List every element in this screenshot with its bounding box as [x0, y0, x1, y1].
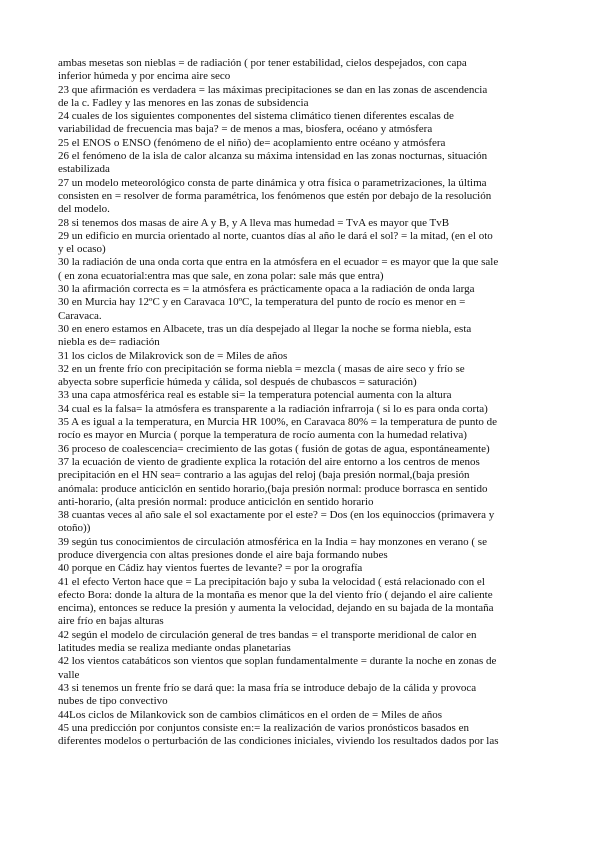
text-line: 42 los vientos catabáticos son vientos que soplan fundamentalmente = durante la noche en zonas de: [58, 655, 497, 668]
text-line: 25 el ENOS o ENSO (fenómeno de el niño) de= acoplamiento entre océano y atmósfera: [58, 136, 446, 149]
text-line: variabilidad de frecuencia mas baja? = de menos a mas, biosfera, océano y atmósfera: [58, 123, 433, 136]
text-line: 43 si tenemos un frente frío se dará que: la masa fría se introduce debajo de la cálida y provoca: [58, 681, 477, 694]
text-line: 30 la afirmación correcta es = la atmósfera es prácticamente opaca a la radiación de onda larga: [58, 283, 475, 296]
text-line: de la c. Fadley y las menores en las zonas de subsidencia: [58, 96, 309, 109]
text-line: inferior húmeda y por encima aire seco: [58, 70, 231, 83]
text-line: otoño)): [58, 522, 91, 535]
text-line: consisten en = resolver de forma paramétrica, los fenómenos que estén por debajo de la resolución: [58, 189, 492, 202]
text-line: 35 A es igual a la temperatura, en Murcia HR 100%, en Caravaca 80% = la temperatura de punto de: [58, 416, 498, 429]
text-line: 32 en un frente frío con precipitación se forma niebla = mezcla ( masas de aire seco y frío se: [58, 362, 465, 375]
document-page: [58, 57, 544, 748]
text-line: 37 la ecuación de viento de gradiente explica la rotación del aire entorno a los centros de menos: [58, 455, 480, 468]
text-line: 40 porque en Cádiz hay vientos fuertes de levante? = por la orografía: [58, 562, 363, 575]
text-line: 23 que afirmación es verdadera = las máximas precipitaciones se dan en las zonas de ascendencia: [58, 83, 488, 96]
text-line: 34 cual es la falsa= la atmósfera es transparente a la radiación infrarroja ( si lo es para onda corta): [58, 402, 488, 415]
text-line: 26 el fenómeno de la isla de calor alcanza su máxima intensidad en las zonas nocturnas, situación: [58, 150, 488, 163]
text-line: 27 un modelo meteorológico consta de parte dinámica y otra física o parametrizaciones, la última: [58, 176, 487, 189]
text-line: estabilizada: [58, 163, 110, 176]
text-line: anómala: produce anticiclón en sentido horario,(baja presión normal: produce borrasca en sentido: [58, 482, 488, 495]
text-line: 41 el efecto Verton hace que = La precipitación bajo y suba la velocidad ( está relacionado con el: [58, 575, 485, 588]
text-line: 30 la radiación de una onda corta que entra en la atmósfera en el ecuador = es mayor que la que sale: [58, 256, 499, 269]
text-line: 44Los ciclos de Milankovick son de cambios climáticos en el orden de = Miles de años: [58, 708, 443, 721]
text-line: anti-horario, (alta presión normal: produce anticiclón en sentido horario: [58, 495, 374, 508]
text-line: rocío es mayor en Murcia ( porque la temperatura de rocío aumenta con la humedad relativa): [58, 429, 467, 442]
text-line: produce divergencia con altas presiones donde el aire baja formando nubes: [58, 548, 388, 561]
text-line: latitudes media se realiza mediante ondas planetarias: [58, 642, 291, 655]
text-line: 30 en Murcia hay 12ºC y en Caravaca 10ºC, la temperatura del punto de rocío es menor en =: [58, 296, 466, 309]
text-line: 36 proceso de coalescencia= crecimiento de las gotas ( fusión de gotas de agua, espontáneamente): [58, 442, 490, 455]
text-line: niebla es de= radiación: [58, 336, 160, 349]
text-line: 39 según tus conocimientos de circulación atmosférica en la India = hay monzones en verano ( se: [58, 535, 487, 548]
text-line: aire frío en bajas alturas: [58, 615, 164, 628]
text-line: 33 una capa atmosférica real es estable si= la temperatura potencial aumenta con la altura: [58, 389, 452, 402]
text-line: 38 cuantas veces al año sale el sol exactamente por el este? = Dos (en los equinoccios (primavera y: [58, 509, 495, 522]
text-line: abyecta sobre superficie húmeda y cálida, sol después de chubascos = saturación): [58, 376, 417, 389]
text-line: encima), entonces se reduce la presión y aumenta la velocidad, dejando en su bajada de la montaña: [58, 602, 494, 615]
text-line: del modelo.: [58, 203, 110, 216]
text-line: y el ocaso): [58, 243, 106, 256]
text-line: nubes de tipo convectivo: [58, 695, 168, 708]
text-line: 24 cuales de los siguientes componentes del sistema climático tienen diferentes escalas de: [58, 110, 454, 123]
text-line: ( en zona ecuatorial:entra mas que sale, en zona polar: sale más que entra): [58, 269, 384, 282]
text-line: ambas mesetas son nieblas = de radiación ( por tener estabilidad, cielos despejados, con capa: [58, 57, 467, 69]
text-line: Caravaca.: [58, 309, 102, 322]
text-line: diferentes modelos o perturbación de las condiciones iniciales, viviendo los resultados dados por las: [58, 735, 499, 748]
text-line: 28 si tenemos dos masas de aire A y B, y A lleva mas humedad = TvA es mayor que TvB: [58, 216, 450, 229]
text-line: valle: [58, 668, 80, 681]
text-line: efecto Bora: donde la altura de la montaña es menor que la del viento frío ( dejando el aire caliente: [58, 588, 493, 601]
text-line: 31 los ciclos de Milakrovick son de = Miles de años: [58, 349, 288, 362]
text-line: 29 un edificio en murcia orientado al norte, cuantos días al año le dará el sol? = la mitad, (en el oto: [58, 229, 493, 242]
text-line: 45 una predicción por conjuntos consiste en:= la realización de varios pronósticos basados en: [58, 721, 469, 734]
text-line: precipitación en el HN sea= contrario a las agujas del reloj (baja presión normal,(baja presión: [58, 469, 470, 482]
text-line: 42 según el modelo de circulación general de tres bandas = el transporte meridional de calor en: [58, 628, 477, 641]
document-body: [58, 57, 544, 748]
text-line: 30 en enero estamos en Albacete, tras un día despejado al llegar la noche se forma niebla, esta: [58, 322, 472, 335]
